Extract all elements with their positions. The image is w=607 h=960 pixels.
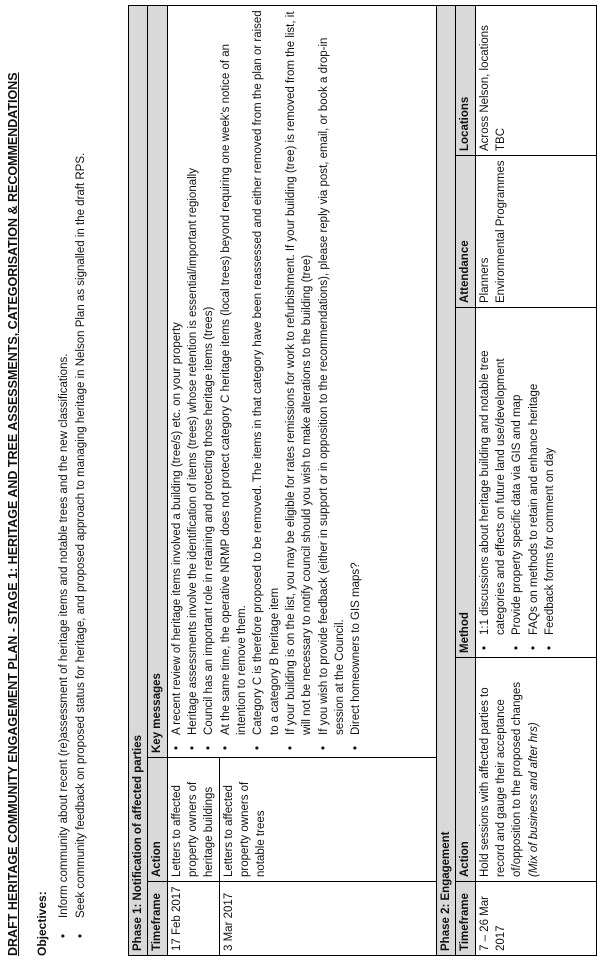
locations-cell: Across Nelson, locations TBC [475, 6, 596, 156]
col-header-action: Action [456, 658, 475, 882]
table-row [475, 6, 596, 956]
action-note: (Mix of business and after hrs) [527, 722, 540, 877]
list-item: • FAQs on methods to retain and enhance heritage [526, 312, 542, 653]
timeframe-cell: 3 Mar 2017 [219, 882, 452, 956]
method-cell [475, 308, 596, 658]
col-header-action: Action [148, 758, 167, 882]
list-item: • Category C is therefore proposed to be removed. The items in that category have been reassessed and either removed from the plan or raised to a category B heritage item [250, 10, 283, 753]
col-header-locations: Locations [456, 6, 475, 156]
phase2-heading: Phase 2: Engagement [437, 6, 456, 956]
timeframe-cell: 7 – 26 Mar 2017 [475, 882, 596, 956]
key-messages-cell [167, 6, 452, 758]
col-header-key-messages: Key messages [148, 6, 167, 758]
col-header-timeframe: Timeframe [456, 882, 475, 956]
action-cell: Letters to affected property owners of notable trees [219, 758, 452, 882]
attendance-cell [475, 156, 596, 308]
objective-item: • Seek community feedback on proposed status for heritage, and proposed approach to managing heritage in Nelson Plan as signalled in the draft RPS. [73, 8, 90, 938]
objective-item: • Inform community about recent (re)assessment of heritage items and notable trees and the new classifications. [56, 8, 73, 938]
timeframe-cell: 17 Feb 2017 [167, 882, 219, 956]
list-item: • If your building is on the list, you may be eligible for rates remissions for work to refurbishment. If your building (tree) is removed from the list, it will not be necessary to notify council should you wish to make alterations to the building (tree) [283, 10, 316, 753]
attendance-item: Environmental Programmes [494, 160, 507, 303]
list-item: • At the same time, the operative NRMP does not protect category C heritage items (local trees) beyond requiring one week's notice of an intention to remove them. [218, 10, 251, 753]
col-header-timeframe: Timeframe [148, 882, 167, 956]
key-messages-list [169, 10, 365, 753]
document-title: DRAFT HERITAGE COMMUNITY ENGAGEMENT PLAN - STAGE 1: HERITAGE AND TREE ASSESSMENTS, CATEGORISATION & RECOMMENDATIONS [6, 72, 20, 956]
list-item: • Council has an important role in retaining and protecting those heritage items (trees) [201, 10, 217, 753]
list-item: • A recent review of heritage items involved a building (tree/s) etc. on your property [169, 10, 185, 753]
objectives-label: Objectives: [35, 891, 49, 956]
col-header-method: Method [456, 308, 475, 658]
list-item: • Feedback forms for comment on day [542, 312, 558, 653]
list-item: • Direct homeowners to GIS maps? [348, 10, 364, 753]
list-item: • Heritage assessments involve the identification of items (trees) whose retention is essential/important regionally [185, 10, 201, 753]
action-cell: Letters to affected property owners of heritage buildings [167, 758, 219, 882]
list-item: • If you wish to provide feedback (either in support or in opposition to the recommendations), please reply via post, email, or book a drop-in session at the Council. [316, 10, 349, 753]
list-item: • 1:1 discussions about heritage building and notable tree categories and effects on future land use/development [477, 312, 510, 653]
list-item: • Provide property specific data via GIS and map [509, 312, 525, 653]
action-text: Hold sessions with affected parties to record and gauge their acceptance of/opposition to the proposed changes [478, 681, 524, 877]
col-header-attendance: Attendance [456, 156, 475, 308]
table-row [167, 6, 219, 956]
objectives-list [56, 8, 91, 938]
method-list [477, 312, 559, 653]
action-cell [475, 658, 596, 882]
phase2-table [436, 5, 597, 956]
phase1-table [128, 5, 453, 956]
phase1-heading: Phase 1: Notification of affected parties [129, 6, 148, 956]
attendance-item: Planners [478, 257, 491, 303]
